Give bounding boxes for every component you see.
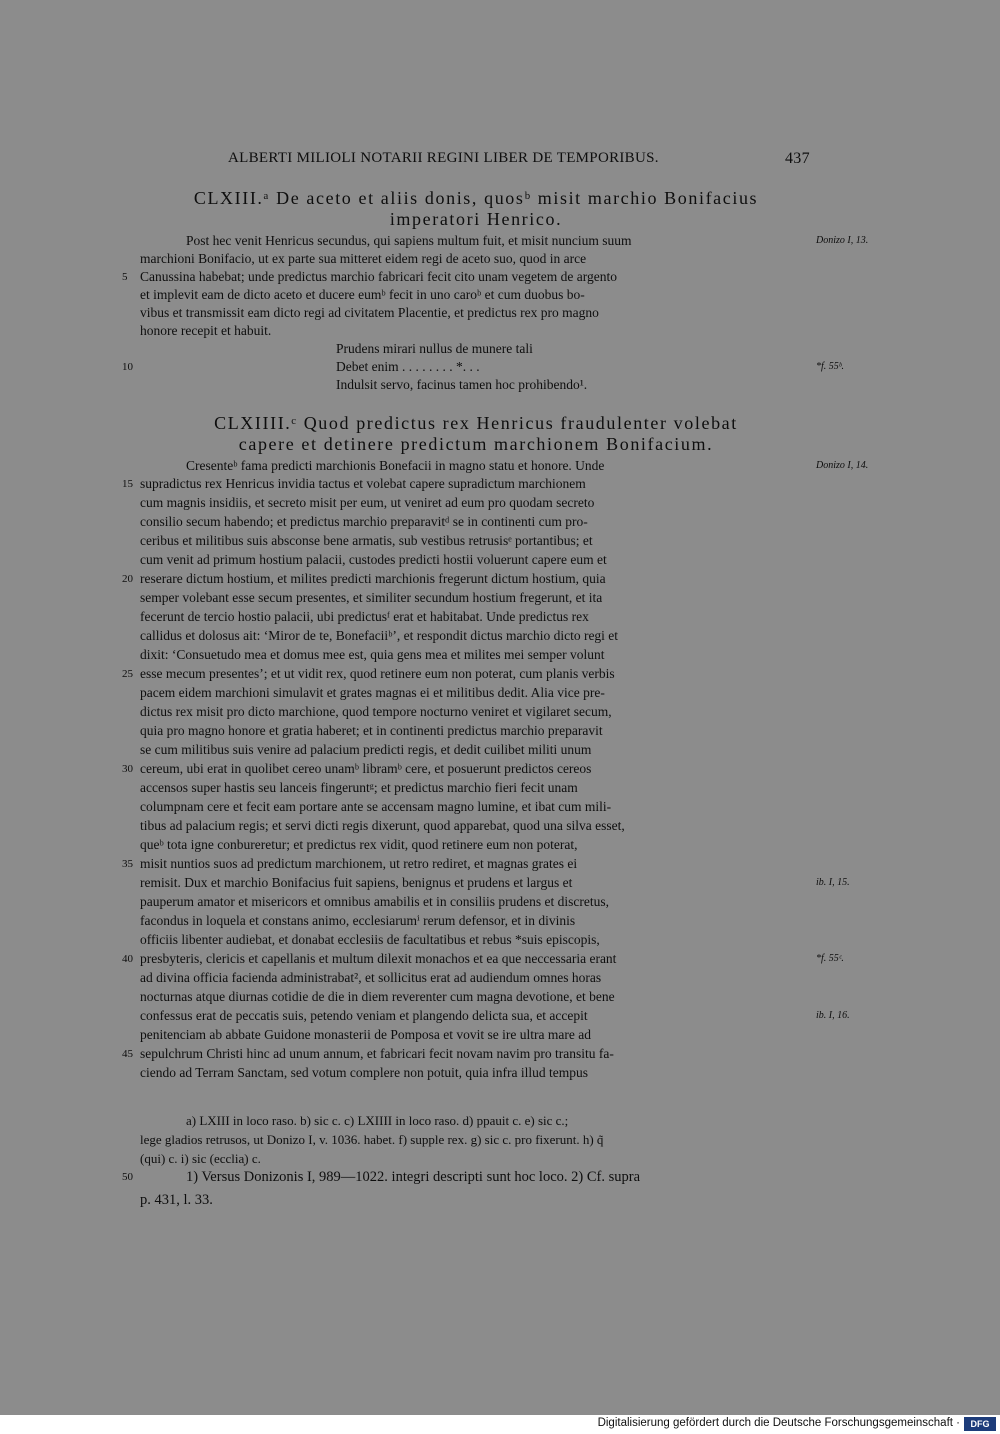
text-line: fecerunt de tercio hostio palacii, ubi predictusᶠ erat et habitabat. Unde predictus rex xyxy=(140,609,589,624)
line-number: 15 xyxy=(122,478,133,490)
line-number: 25 xyxy=(122,668,133,680)
funding-footer xyxy=(0,1415,1000,1434)
text-line: Canussina habebat; unde predictus marchio fabricari fecit cito unam vegetem de argento xyxy=(140,269,617,284)
line-number: 10 xyxy=(122,361,133,373)
apparatus-line: a) LXIII in loco raso. b) sic c. c) LXIIII in loco raso. d) ppauit c. e) sic c.; xyxy=(186,1113,569,1128)
text-line: confessus erat de peccatis suis, petendo veniam et plangendo delicta sua, et accepit xyxy=(140,1008,588,1023)
running-header-title: ALBERTI MILIOLI NOTARII REGINI LIBER DE TEMPORIBUS. xyxy=(228,150,659,166)
line-number: 45 xyxy=(122,1048,133,1060)
text-line: consilio secum habendo; et predictus marchio preparavitᵈ se in continenti cum pro- xyxy=(140,514,588,529)
chapter-164-title: CLXIIII.ᶜ Quod predictus rex Henricus fraudulenter volebat xyxy=(214,413,738,433)
text-line: supradictus rex Henricus invidia tactus et volebat capere supradictum marchionem xyxy=(140,476,586,491)
text-line: Post hec venit Henricus secundus, qui sapiens multum fuit, et misit nuncium suum xyxy=(186,233,632,248)
text-line: cum magnis insidiis, et secreto misit per eum, ut veniret ad eum pro quodam secreto xyxy=(140,495,595,510)
text-line: Cresenteᵇ fama predicti marchionis Bonefacii in magno statu et honore. Unde xyxy=(186,458,605,473)
text-line: honore recepit et habuit. xyxy=(140,323,272,338)
verse-line: Indulsit servo, facinus tamen hoc prohibendo¹. xyxy=(336,377,588,392)
text-line: pauperum amator et misericors et omnibus amabilis et in consiliis prudens et discretus, xyxy=(140,894,610,909)
text-line: et implevit eam de dicto aceto et ducere eumᵇ fecit in uno caroᵇ et cum duobus bo- xyxy=(140,287,585,302)
margin-note: *f. 55ᶜ. xyxy=(816,953,844,964)
line-number: 30 xyxy=(122,763,133,775)
text-line: esse mecum presentes’; et ut vidit rex, quod retinere eum non poterat, cum planis verbis xyxy=(140,666,615,681)
footnote-line: 1) Versus Donizonis I, 989—1022. integri descripti sunt hoc loco. 2) Cf. supra xyxy=(186,1169,641,1185)
margin-note: ib. I, 16. xyxy=(816,1010,850,1021)
line-number: 20 xyxy=(122,573,133,585)
text-line: marchioni Bonifacio, ut ex parte sua mitteret eidem regi de aceto suo, quod in arce xyxy=(140,251,587,266)
text-line: remisit. Dux et marchio Bonifacius fuit sapiens, benignus et prudens et largus et xyxy=(140,875,573,890)
chapter-163-title: CLXIII.ᵃ De aceto et aliis donis, quosᵇ misit marchio Bonifacius xyxy=(193,188,759,208)
text-line: ceribus et militibus suis absconse bene armatis, sub vestibus retrusisᵉ portantibus; et xyxy=(140,533,593,548)
text-line: nocturnas atque diurnas cotidie de die in diem reverenter cum magna devotione, et bene xyxy=(140,989,615,1004)
text-line: accensos super hastis seu lanceis fingeruntᵍ; et predictus marchio fieri fecit unam xyxy=(140,780,578,795)
text-line: dixit: ‘Consuetudo mea et domus mee est, quia gens mea et milites mei semper volunt xyxy=(140,647,605,662)
text-line: penitenciam ab abbate Guidone monasterii de Pomposa et vovit se ire ultra mare ad xyxy=(140,1027,591,1042)
line-number: 35 xyxy=(122,858,133,870)
text-line: cereum, ubi erat in quolibet cereo unamᵇ libramᵇ cere, et posuerunt predictos cereos xyxy=(140,761,592,776)
text-line: dictus rex misit pro dicto marchione, quod tempore nocturno veniret et vigilaret secum, xyxy=(140,704,612,719)
margin-note: Donizo I, 13. xyxy=(816,235,869,246)
page-number: 437 xyxy=(785,150,810,167)
text-line: misit nuntios suos ad predictum marchionem, ut retro rediret, et magnas grates ei xyxy=(140,856,578,871)
text-line: se cum militibus suis venire ad palacium predicti regis, et dedit cuilibet militi unum xyxy=(140,742,592,757)
text-line: reserare dictum hostium, et milites predicti marchionis fregerunt dictum hostium, quia xyxy=(140,571,606,586)
footnote-line: p. 431, l. 33. xyxy=(140,1192,213,1208)
funding-text: Digitalisierung gefördert durch die Deutsche Forschungsgemeinschaft · xyxy=(597,1417,960,1429)
text-line: semper volebant esse secum presentes, et similiter secundum hostium fregerunt, et ita xyxy=(140,590,603,605)
text-line: vibus et transmissit eam dicto regi ad civitatem Placentie, et predictus rex pro magno xyxy=(140,305,599,320)
text-line: pacem eidem marchioni simulavit et grates magnas ei et militibus dedit. Alia vice pre- xyxy=(140,685,605,700)
text-line: sepulchrum Christi hinc ad unum annum, et fabricari fecit novam navim pro transitu fa- xyxy=(140,1046,614,1061)
apparatus-line: lege gladios retrusos, ut Donizo I, v. 1036. habet. f) supple rex. g) sic c. pro fixerunt. h) q̃ xyxy=(140,1132,604,1147)
text-line: cum venit ad primum hostium palacii, custodes predicti hostii voluerunt capere eum et xyxy=(140,552,607,567)
text-line: callidus et dolosus ait: ‘Miror de te, Bonefaciiᵇ’, et respondit dictus marchio dicto regi et xyxy=(140,628,619,643)
text-line: columpnam cere et fecit eam portare ante se accensam magno lumine, et ibat cum mili- xyxy=(140,799,612,814)
text-line: presbyteris, clericis et capellanis et multum dilexit monachos et ea que neccessaria erant xyxy=(140,951,617,966)
line-number: 50 xyxy=(122,1171,133,1183)
line-number: 5 xyxy=(122,271,128,283)
apparatus-line: (qui) c. i) sic (ecclia̹) c. xyxy=(140,1151,261,1166)
text-line: quia pro magno honore et gratia haberet; et in continenti predictus marchio preparavit xyxy=(140,723,603,738)
text-line: tibus ad palacium regis; et servi dicti regis dixerunt, quod apparebat, quod una silva esset, xyxy=(140,818,625,833)
text-line: queᵇ tota igne conbureretur; et predictus rex vidit, quod retinere eum non poterat, xyxy=(140,837,578,852)
text-line: ad divina officia facienda administrabat², et sollicitus erat ad audiendum omnes horas xyxy=(140,970,602,985)
chapter-163-title-cont: imperatori Henrico. xyxy=(389,209,563,229)
margin-note: ib. I, 15. xyxy=(816,877,850,888)
text-line: officiis libenter audiebat, et donabat ecclesiis de facultatibus et rebus *suis episcopis, xyxy=(140,932,600,947)
dfg-logo: DFG xyxy=(964,1417,996,1431)
verse-line: Prudens mirari nullus de munere tali xyxy=(336,341,533,356)
margin-note: Donizo I, 14. xyxy=(816,460,869,471)
line-number: 40 xyxy=(122,953,133,965)
text-line: ciendo ad Terram Sanctam, sed votum complere non potuit, quia infra illud tempus xyxy=(140,1065,588,1080)
margin-note: *f. 55ᵇ. xyxy=(816,361,844,372)
text-line: facondus in loquela et constans animo, ecclesiarumⁱ rerum defensor, et in divinis xyxy=(140,913,576,928)
verse-line: Debet enim . . . . . . . . *. . . xyxy=(336,359,480,374)
chapter-164-title-cont: capere et detinere predictum marchionem Bonifacium. xyxy=(238,434,714,454)
